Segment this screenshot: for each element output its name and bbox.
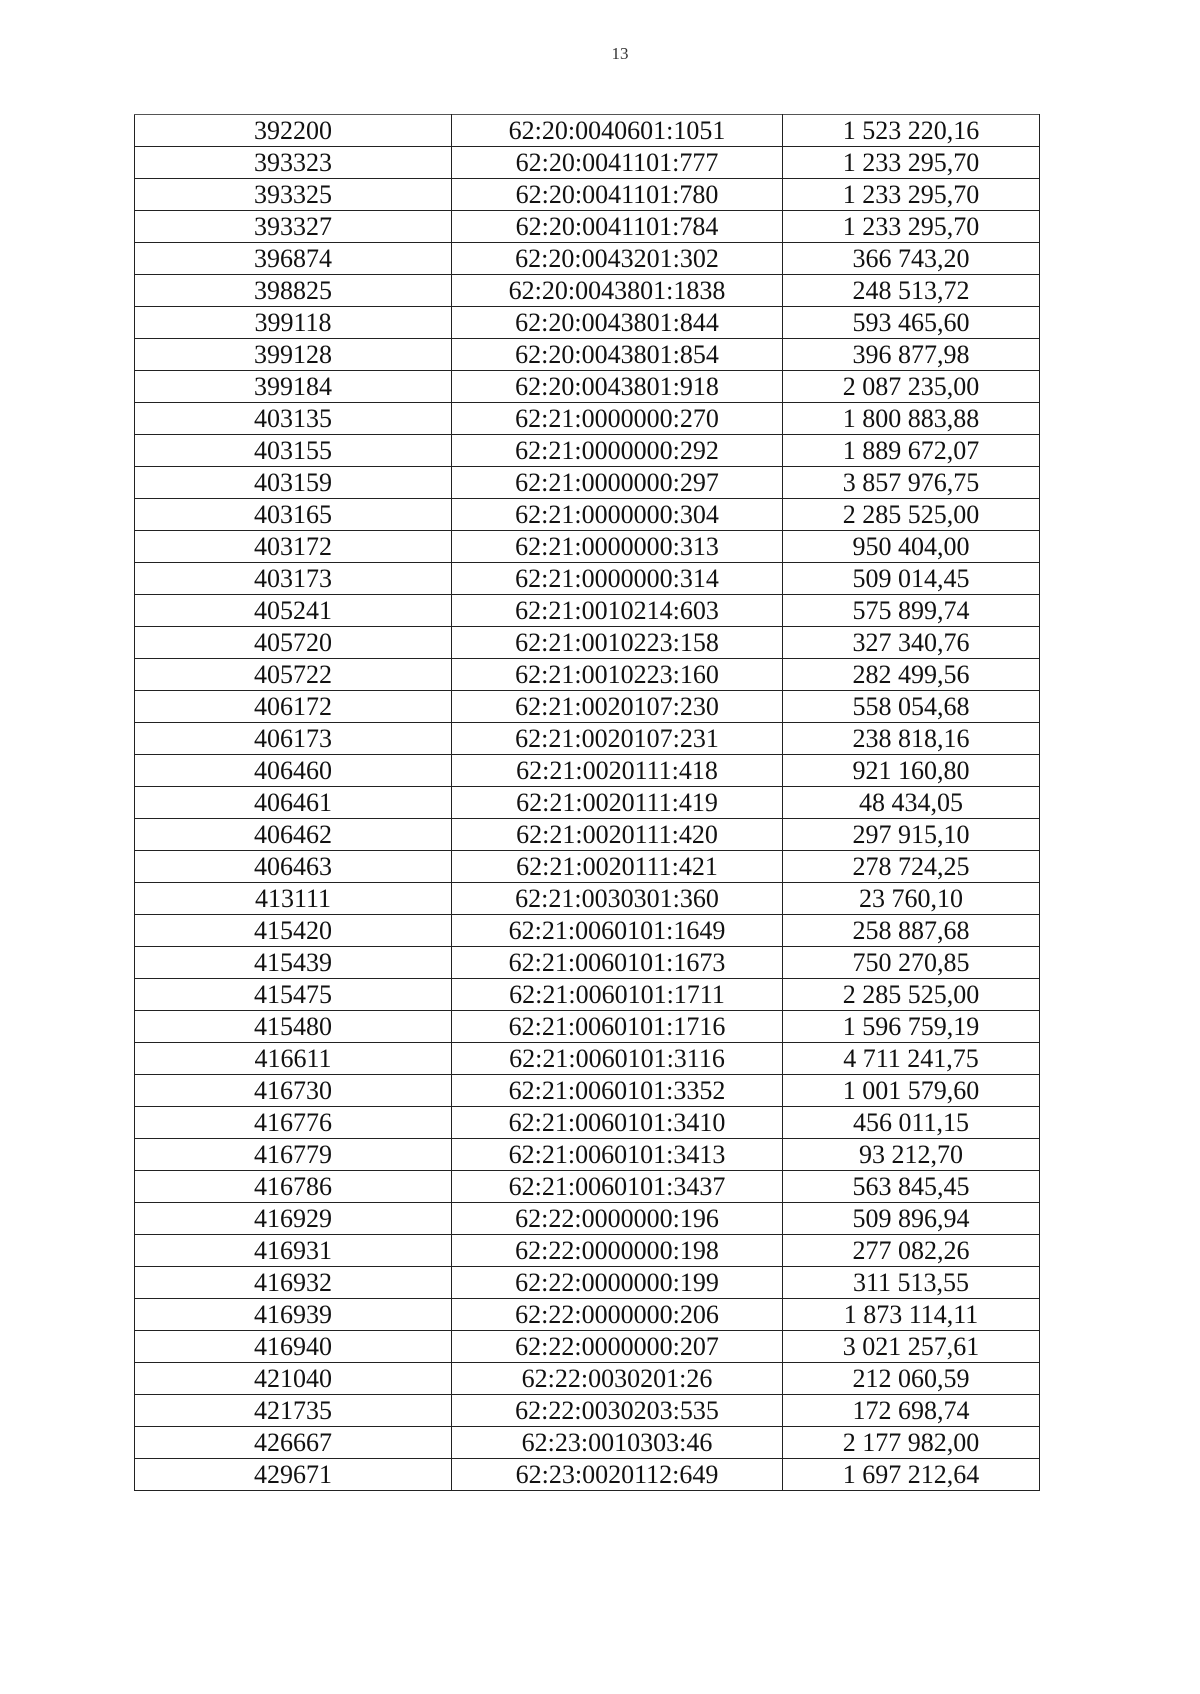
table-row: [135, 1331, 1040, 1363]
table-row: [135, 819, 1040, 851]
value-cell: 3 857 976,75: [783, 467, 1040, 499]
table-row: [135, 275, 1040, 307]
table-row: [135, 723, 1040, 755]
cadastral-number-cell: 62:21:0060101:3410: [452, 1107, 783, 1139]
value-cell: 327 340,76: [783, 627, 1040, 659]
cadastral-number-cell: 62:21:0000000:314: [452, 563, 783, 595]
record-number-cell: 403165: [135, 499, 452, 531]
record-number-cell: 416939: [135, 1299, 452, 1331]
record-number-cell: 405720: [135, 627, 452, 659]
record-number-cell: 399128: [135, 339, 452, 371]
record-number-cell: 429671: [135, 1459, 452, 1491]
cadastral-number-cell: 62:21:0060101:1649: [452, 915, 783, 947]
cadastral-number-cell: 62:20:0043801:844: [452, 307, 783, 339]
value-cell: 396 877,98: [783, 339, 1040, 371]
value-cell: 750 270,85: [783, 947, 1040, 979]
cadastral-number-cell: 62:22:0000000:196: [452, 1203, 783, 1235]
table-row: [135, 883, 1040, 915]
value-cell: 1 697 212,64: [783, 1459, 1040, 1491]
record-number-cell: 416730: [135, 1075, 452, 1107]
value-cell: 23 760,10: [783, 883, 1040, 915]
cadastral-number-cell: 62:21:0020111:421: [452, 851, 783, 883]
value-cell: 1 873 114,11: [783, 1299, 1040, 1331]
cadastral-number-cell: 62:21:0060101:3413: [452, 1139, 783, 1171]
record-number-cell: 403135: [135, 403, 452, 435]
table-row: [135, 467, 1040, 499]
table-row: [135, 915, 1040, 947]
record-number-cell: 406463: [135, 851, 452, 883]
table-row: [135, 1011, 1040, 1043]
record-number-cell: 416929: [135, 1203, 452, 1235]
cadastral-number-cell: 62:22:0030203:535: [452, 1395, 783, 1427]
cadastral-number-cell: 62:21:0000000:292: [452, 435, 783, 467]
value-cell: 509 896,94: [783, 1203, 1040, 1235]
cadastral-number-cell: 62:20:0043801:854: [452, 339, 783, 371]
table-row: [135, 851, 1040, 883]
value-cell: 2 087 235,00: [783, 371, 1040, 403]
value-cell: 1 523 220,16: [783, 115, 1040, 147]
cadastral-number-cell: 62:20:0041101:777: [452, 147, 783, 179]
table-row: [135, 947, 1040, 979]
cadastral-number-cell: 62:22:0000000:206: [452, 1299, 783, 1331]
cadastral-number-cell: 62:21:0020111:419: [452, 787, 783, 819]
table-row: [135, 1171, 1040, 1203]
cadastral-number-cell: 62:21:0020107:230: [452, 691, 783, 723]
cadastral-number-cell: 62:21:0020111:420: [452, 819, 783, 851]
record-number-cell: 396874: [135, 243, 452, 275]
value-cell: 2 177 982,00: [783, 1427, 1040, 1459]
cadastral-number-cell: 62:21:0000000:304: [452, 499, 783, 531]
record-number-cell: 399118: [135, 307, 452, 339]
table-row: [135, 339, 1040, 371]
record-number-cell: 393325: [135, 179, 452, 211]
cadastral-number-cell: 62:21:0000000:297: [452, 467, 783, 499]
value-cell: 1 233 295,70: [783, 179, 1040, 211]
record-number-cell: 406461: [135, 787, 452, 819]
table-row: [135, 755, 1040, 787]
value-cell: 248 513,72: [783, 275, 1040, 307]
table-row: [135, 147, 1040, 179]
value-cell: 593 465,60: [783, 307, 1040, 339]
record-number-cell: 405722: [135, 659, 452, 691]
record-number-cell: 405241: [135, 595, 452, 627]
cadastral-number-cell: 62:21:0000000:313: [452, 531, 783, 563]
value-cell: 563 845,45: [783, 1171, 1040, 1203]
record-number-cell: 406462: [135, 819, 452, 851]
value-cell: 4 711 241,75: [783, 1043, 1040, 1075]
record-number-cell: 421735: [135, 1395, 452, 1427]
record-number-cell: 403172: [135, 531, 452, 563]
value-cell: 950 404,00: [783, 531, 1040, 563]
table-row: [135, 307, 1040, 339]
cadastral-number-cell: 62:21:0010214:603: [452, 595, 783, 627]
value-cell: 1 800 883,88: [783, 403, 1040, 435]
record-number-cell: 421040: [135, 1363, 452, 1395]
table-row: [135, 1107, 1040, 1139]
table-row: [135, 371, 1040, 403]
table-row: [135, 979, 1040, 1011]
cadastral-number-cell: 62:21:0020107:231: [452, 723, 783, 755]
table-row: [135, 787, 1040, 819]
value-cell: 1 233 295,70: [783, 211, 1040, 243]
table-row: [135, 1427, 1040, 1459]
record-number-cell: 398825: [135, 275, 452, 307]
record-number-cell: 392200: [135, 115, 452, 147]
cadastral-number-cell: 62:21:0060101:1711: [452, 979, 783, 1011]
table-row: [135, 403, 1040, 435]
value-cell: 1 001 579,60: [783, 1075, 1040, 1107]
table-row: [135, 1075, 1040, 1107]
page-number: 13: [611, 44, 629, 63]
value-cell: 921 160,80: [783, 755, 1040, 787]
cadastral-number-cell: 62:21:0030301:360: [452, 883, 783, 915]
table-row: [135, 243, 1040, 275]
cadastral-number-cell: 62:21:0010223:160: [452, 659, 783, 691]
record-number-cell: 415475: [135, 979, 452, 1011]
value-cell: 2 285 525,00: [783, 979, 1040, 1011]
cadastral-number-cell: 62:20:0043201:302: [452, 243, 783, 275]
value-cell: 2 285 525,00: [783, 499, 1040, 531]
record-number-cell: 403159: [135, 467, 452, 499]
record-number-cell: 416940: [135, 1331, 452, 1363]
value-cell: 575 899,74: [783, 595, 1040, 627]
cadastral-number-cell: 62:21:0060101:1673: [452, 947, 783, 979]
value-cell: 172 698,74: [783, 1395, 1040, 1427]
cadastral-number-cell: 62:20:0041101:780: [452, 179, 783, 211]
value-cell: 558 054,68: [783, 691, 1040, 723]
table-row: [135, 211, 1040, 243]
record-number-cell: 416931: [135, 1235, 452, 1267]
value-cell: 311 513,55: [783, 1267, 1040, 1299]
table-row: [135, 1299, 1040, 1331]
cadastral-number-cell: 62:20:0043801:918: [452, 371, 783, 403]
cadastral-number-cell: 62:21:0020111:418: [452, 755, 783, 787]
table-row: [135, 563, 1040, 595]
table-body: [135, 115, 1040, 1491]
record-number-cell: 416932: [135, 1267, 452, 1299]
table-row: [135, 1395, 1040, 1427]
value-cell: 3 021 257,61: [783, 1331, 1040, 1363]
table-row: [135, 531, 1040, 563]
cadastral-number-cell: 62:21:0060101:3116: [452, 1043, 783, 1075]
value-cell: 366 743,20: [783, 243, 1040, 275]
value-cell: 277 082,26: [783, 1235, 1040, 1267]
value-cell: 1 889 672,07: [783, 435, 1040, 467]
value-cell: 1 596 759,19: [783, 1011, 1040, 1043]
table-row: [135, 115, 1040, 147]
value-cell: 258 887,68: [783, 915, 1040, 947]
record-number-cell: 406460: [135, 755, 452, 787]
value-cell: 212 060,59: [783, 1363, 1040, 1395]
record-number-cell: 415420: [135, 915, 452, 947]
cadastral-number-cell: 62:22:0030201:26: [452, 1363, 783, 1395]
cadastral-number-cell: 62:21:0060101:3352: [452, 1075, 783, 1107]
record-number-cell: 403155: [135, 435, 452, 467]
table-row: [135, 499, 1040, 531]
record-number-cell: 406172: [135, 691, 452, 723]
cadastral-number-cell: 62:20:0040601:1051: [452, 115, 783, 147]
value-cell: 509 014,45: [783, 563, 1040, 595]
cadastral-number-cell: 62:21:0060101:3437: [452, 1171, 783, 1203]
value-cell: 238 818,16: [783, 723, 1040, 755]
value-cell: 93 212,70: [783, 1139, 1040, 1171]
record-number-cell: 416611: [135, 1043, 452, 1075]
value-cell: 1 233 295,70: [783, 147, 1040, 179]
value-cell: 456 011,15: [783, 1107, 1040, 1139]
cadastral-number-cell: 62:22:0000000:198: [452, 1235, 783, 1267]
cadastral-number-cell: 62:20:0043801:1838: [452, 275, 783, 307]
value-cell: 297 915,10: [783, 819, 1040, 851]
record-number-cell: 399184: [135, 371, 452, 403]
table-row: [135, 1267, 1040, 1299]
record-number-cell: 416786: [135, 1171, 452, 1203]
cadastral-number-cell: 62:23:0020112:649: [452, 1459, 783, 1491]
record-number-cell: 403173: [135, 563, 452, 595]
table-row: [135, 1363, 1040, 1395]
cadastral-number-cell: 62:22:0000000:207: [452, 1331, 783, 1363]
record-number-cell: 413111: [135, 883, 452, 915]
table-row: [135, 1203, 1040, 1235]
table-row: [135, 1459, 1040, 1491]
table-row: [135, 1139, 1040, 1171]
table-row: [135, 659, 1040, 691]
record-number-cell: 406173: [135, 723, 452, 755]
record-number-cell: 416776: [135, 1107, 452, 1139]
table-row: [135, 627, 1040, 659]
cadastral-number-cell: 62:22:0000000:199: [452, 1267, 783, 1299]
cadastral-number-cell: 62:21:0060101:1716: [452, 1011, 783, 1043]
cadastral-number-cell: 62:21:0010223:158: [452, 627, 783, 659]
table-row: [135, 179, 1040, 211]
table-row: [135, 435, 1040, 467]
value-cell: 48 434,05: [783, 787, 1040, 819]
record-number-cell: 415439: [135, 947, 452, 979]
table-row: [135, 1043, 1040, 1075]
record-number-cell: 416779: [135, 1139, 452, 1171]
data-table: [134, 114, 1040, 1491]
record-number-cell: 393327: [135, 211, 452, 243]
record-number-cell: 393323: [135, 147, 452, 179]
cadastral-number-cell: 62:21:0000000:270: [452, 403, 783, 435]
cadastral-number-cell: 62:20:0041101:784: [452, 211, 783, 243]
value-cell: 282 499,56: [783, 659, 1040, 691]
table-row: [135, 595, 1040, 627]
cadastral-number-cell: 62:23:0010303:46: [452, 1427, 783, 1459]
record-number-cell: 426667: [135, 1427, 452, 1459]
table-row: [135, 1235, 1040, 1267]
value-cell: 278 724,25: [783, 851, 1040, 883]
record-number-cell: 415480: [135, 1011, 452, 1043]
table-row: [135, 691, 1040, 723]
